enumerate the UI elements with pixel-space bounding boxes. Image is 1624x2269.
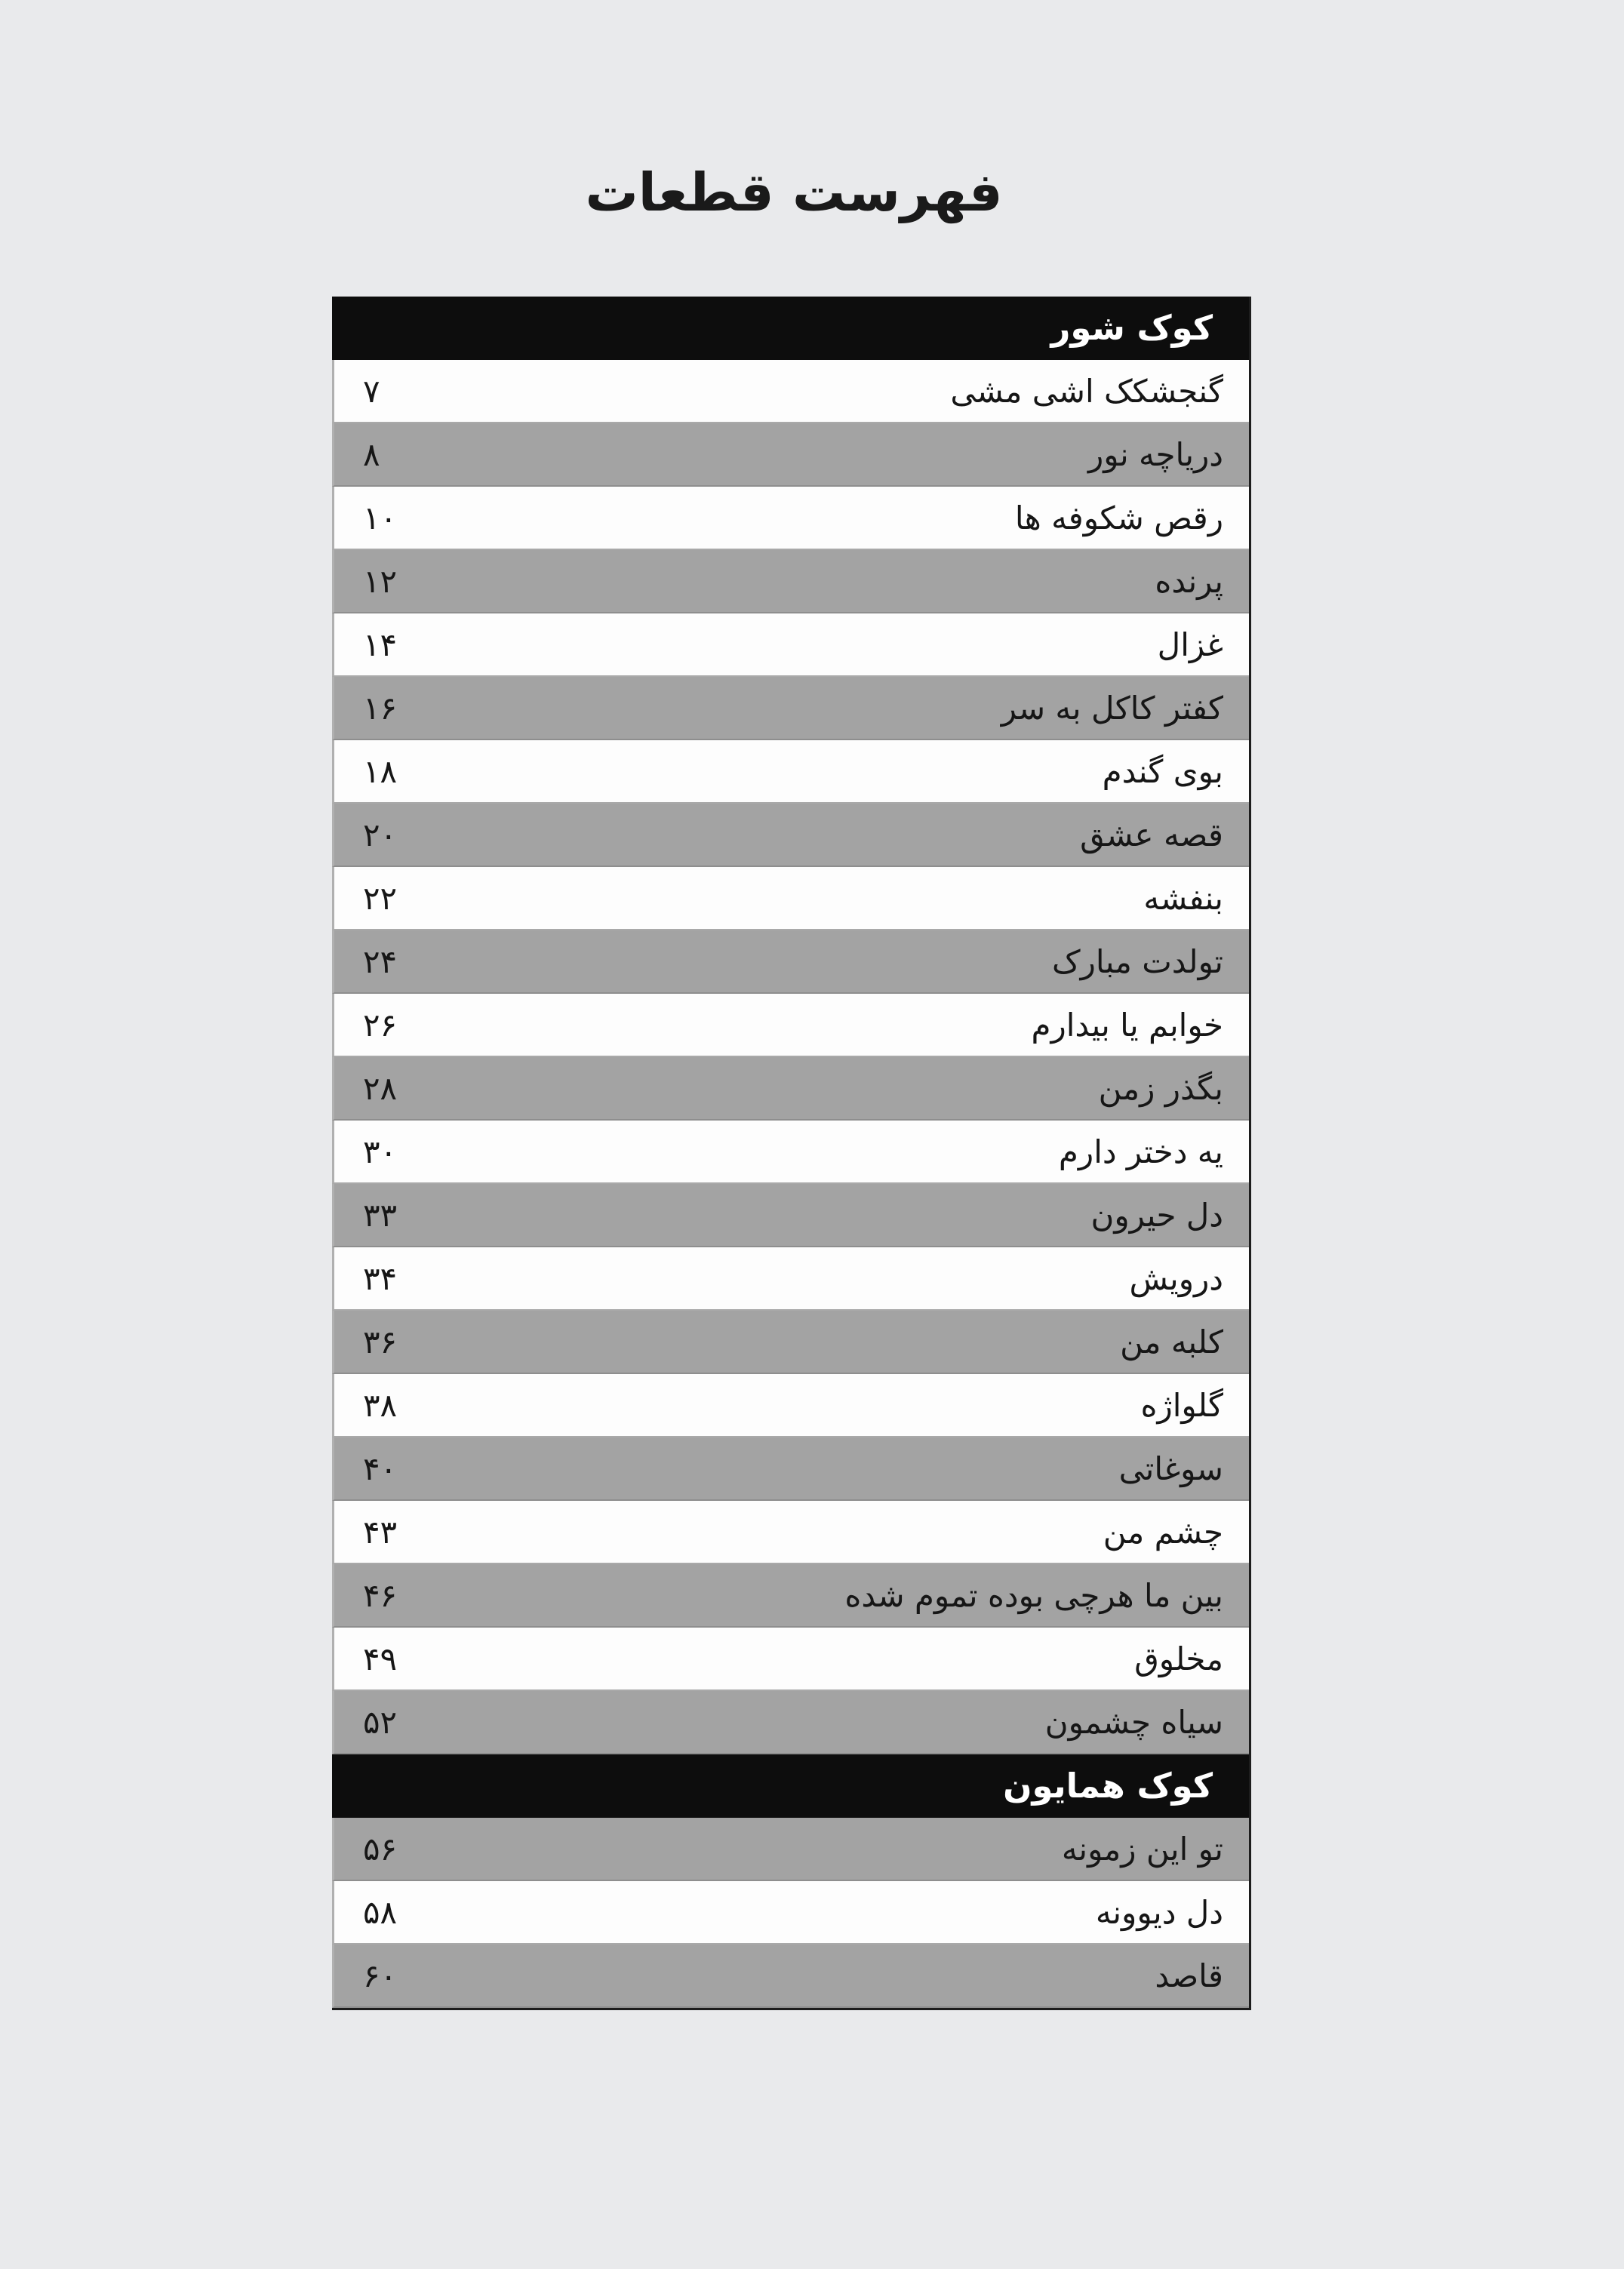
entry-page-number: ۲۲: [363, 880, 398, 917]
entry-page-number: ۱۶: [363, 690, 398, 727]
entry-page-number: ۴۶: [363, 1577, 398, 1614]
toc-entry: [332, 360, 1249, 423]
entry-page-number: ۳۸: [363, 1387, 398, 1424]
entry-title: گنجشکک اشی مشی: [950, 373, 1223, 410]
toc-entry: [332, 1184, 1249, 1247]
toc-entry: [332, 867, 1249, 930]
entry-page-number: ۳۶: [363, 1324, 398, 1360]
page-title: فهرست قطعات: [585, 161, 1003, 223]
entry-page-number: ۴۹: [363, 1640, 398, 1677]
toc-entry: [332, 1247, 1249, 1311]
toc-entry: [332, 1437, 1249, 1501]
entry-page-number: ۷: [363, 373, 380, 410]
toc-entry: [332, 994, 1249, 1057]
toc-entry: [332, 1057, 1249, 1121]
entry-title: سوغاتی: [1118, 1450, 1223, 1487]
entry-page-number: ۱۴: [363, 626, 398, 663]
entry-page-number: ۵۶: [363, 1831, 398, 1868]
toc-entry: [332, 1818, 1249, 1881]
section-header: [332, 297, 1249, 360]
toc-entry: [332, 740, 1249, 804]
entry-page-number: ۴۰: [363, 1450, 398, 1487]
entry-page-number: ۶۰: [363, 1957, 398, 1994]
entry-title: خوابم یا بیدارم: [1031, 1007, 1223, 1044]
entry-page-number: ۵۲: [363, 1704, 398, 1741]
toc-entry: [332, 930, 1249, 994]
entry-title: رقص شکوفه ها: [1014, 500, 1223, 537]
toc-entry: [332, 487, 1249, 550]
entry-title: سیاه چشمون: [1044, 1704, 1223, 1741]
entry-page-number: ۲۰: [363, 816, 398, 853]
toc-entry: [332, 1311, 1249, 1374]
entry-title: غزال: [1157, 626, 1223, 663]
entry-title: کلبه من: [1120, 1324, 1223, 1360]
entry-title: بگذر زمن: [1098, 1070, 1223, 1107]
entry-title: کفتر کاکل به سر: [1001, 690, 1223, 727]
entry-title: بوی گندم: [1102, 753, 1223, 790]
entry-page-number: ۴۳: [363, 1514, 398, 1551]
entry-page-number: ۱۲: [363, 563, 398, 600]
section-header: [332, 1754, 1249, 1818]
toc-entry: [332, 423, 1249, 487]
section-title: کوک همایون: [1003, 1766, 1213, 1806]
section-title: کوک شور: [1050, 308, 1213, 348]
entry-title: یه دختر دارم: [1058, 1133, 1223, 1170]
entry-page-number: ۳۳: [363, 1197, 398, 1234]
entry-title: گلواژه: [1140, 1387, 1223, 1424]
entry-title: تو این زمونه: [1061, 1831, 1223, 1868]
toc-entry: [332, 1628, 1249, 1691]
toc-section: [332, 1754, 1249, 2008]
entry-page-number: ۲۸: [363, 1070, 398, 1107]
toc-entry: [332, 550, 1249, 613]
toc-entry: [332, 1501, 1249, 1564]
table-of-contents: [332, 297, 1251, 2010]
entry-page-number: ۲۴: [363, 943, 398, 980]
entry-title: قصه عشق: [1080, 816, 1223, 853]
toc-entry: [332, 1374, 1249, 1437]
toc-entry: [332, 677, 1249, 740]
entry-title: دریاچه نور: [1088, 436, 1223, 473]
entry-page-number: ۱۸: [363, 753, 398, 790]
entry-title: تولدت مبارک: [1052, 943, 1223, 980]
entry-page-number: ۲۶: [363, 1007, 398, 1044]
entry-page-number: ۳۰: [363, 1133, 398, 1170]
entry-title: چشم من: [1103, 1514, 1223, 1551]
entry-page-number: ۳۴: [363, 1260, 398, 1297]
toc-entry: [332, 1121, 1249, 1184]
toc-entry: [332, 613, 1249, 677]
entry-title: بین ما هرچی بوده تموم شده: [844, 1577, 1223, 1614]
entry-title: پرنده: [1155, 563, 1223, 600]
entry-page-number: ۸: [363, 436, 380, 473]
toc-section: [332, 297, 1249, 1754]
entry-title: بنفشه: [1143, 880, 1223, 917]
entry-page-number: ۱۰: [363, 500, 398, 537]
entry-title: درویش: [1129, 1260, 1223, 1297]
toc-entry: [332, 1881, 1249, 1945]
entry-title: قاصد: [1155, 1957, 1223, 1994]
toc-entry: [332, 804, 1249, 867]
entry-title: دل دیوونه: [1095, 1894, 1223, 1931]
toc-entry: [332, 1564, 1249, 1628]
entry-title: مخلوق: [1134, 1640, 1223, 1677]
toc-entry: [332, 1691, 1249, 1754]
entry-title: دل حیرون: [1090, 1197, 1223, 1234]
entry-page-number: ۵۸: [363, 1894, 398, 1931]
toc-entry: [332, 1945, 1249, 2008]
